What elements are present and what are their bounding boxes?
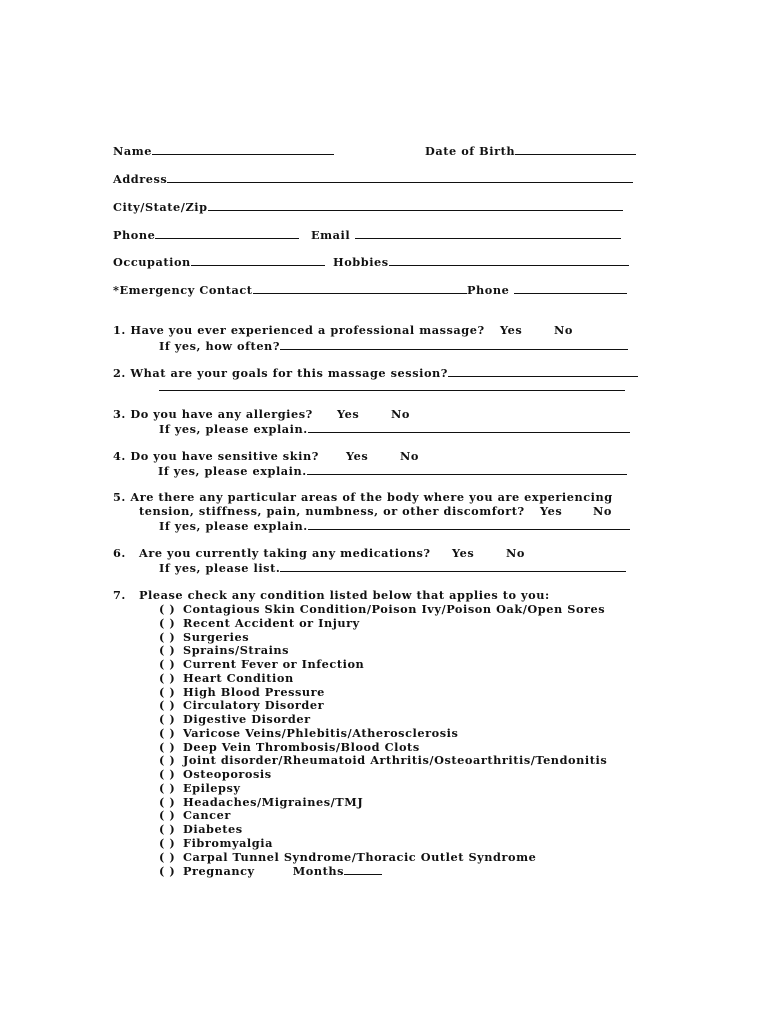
emergency-label: *Emergency Contact: [113, 283, 253, 297]
hobbies-field[interactable]: [389, 254, 629, 266]
q4-follow-label: If yes, please explain.: [158, 464, 307, 478]
occupation-field[interactable]: [191, 254, 325, 266]
q2-text: 2. What are your goals for this massage session?: [113, 366, 448, 380]
condition-label: Pregnancy: [183, 864, 255, 879]
condition-checkbox[interactable]: ( ): [159, 684, 176, 699]
condition-label: Current Fever or Infection: [183, 657, 365, 671]
condition-checkbox[interactable]: ( ): [159, 822, 176, 836]
condition-label: Heart Condition: [183, 670, 294, 685]
condition-label: Surgeries: [183, 629, 250, 644]
condition-checkbox[interactable]: ( ): [159, 643, 176, 658]
condition-label: Contagious Skin Condition/Poison Ivy/Poison Oak/Open Sores: [183, 602, 606, 616]
condition-item: [159, 836, 273, 850]
condition-checkbox[interactable]: ( ): [159, 602, 176, 616]
condition-checkbox[interactable]: ( ): [159, 753, 176, 768]
q6-follow-row: [159, 560, 626, 575]
condition-item: [159, 685, 325, 699]
q6-no-option[interactable]: No: [506, 546, 525, 560]
condition-item: [159, 740, 420, 754]
condition-item: [159, 795, 363, 809]
q1-follow-row: [159, 338, 628, 353]
emergency-phone-row: [467, 282, 627, 297]
hobbies-label: Hobbies: [333, 255, 389, 269]
q1-follow-field[interactable]: [280, 338, 628, 350]
phone-label: Phone: [113, 228, 156, 242]
q2-field[interactable]: [448, 365, 638, 377]
condition-label: Circulatory Disorder: [183, 698, 325, 713]
condition-checkbox[interactable]: ( ): [159, 864, 176, 879]
condition-label: Carpal Tunnel Syndrome/Thoracic Outlet Syndrome: [183, 849, 537, 864]
condition-checkbox[interactable]: ( ): [159, 794, 176, 809]
q7-number: 7.: [113, 588, 126, 602]
condition-item: [159, 657, 364, 671]
name-label: Name: [113, 144, 152, 158]
condition-item: [159, 808, 231, 822]
condition-label: Digestive Disorder: [183, 712, 311, 726]
city-field[interactable]: [208, 199, 623, 211]
email-row: [311, 227, 621, 242]
q4-yes-option[interactable]: Yes: [346, 449, 369, 463]
pregnancy-months-field[interactable]: [344, 863, 382, 875]
q3-follow-row: [159, 421, 630, 436]
q6-follow-field[interactable]: [280, 560, 626, 572]
dob-label: Date of Birth: [425, 144, 516, 158]
condition-label: Varicose Veins/Phlebitis/Atherosclerosis: [183, 725, 459, 740]
condition-label: Joint disorder/Rheumatoid Arthritis/Osteoarthritis/Tendonitis: [183, 753, 608, 768]
condition-label: Sprains/Strains: [183, 643, 290, 658]
condition-item: [159, 602, 605, 616]
condition-item: [159, 698, 324, 712]
condition-checkbox[interactable]: ( ): [159, 657, 176, 671]
q5-follow-label: If yes, please explain.: [159, 519, 308, 533]
emergency-phone-label: Phone: [467, 283, 510, 297]
q1-text: 1. Have you ever experienced a professional massage?: [113, 323, 485, 337]
condition-checkbox[interactable]: ( ): [159, 615, 176, 630]
emergency-field[interactable]: [253, 282, 467, 294]
q7-text: Please check any condition listed below that applies to you:: [139, 588, 550, 602]
name-field[interactable]: [152, 143, 334, 155]
condition-checkbox[interactable]: ( ): [159, 767, 176, 781]
q1-yes-option[interactable]: Yes: [500, 323, 523, 337]
city-label: City/State/Zip: [113, 200, 208, 214]
q6-follow-label: If yes, please list.: [159, 561, 281, 575]
condition-item: [159, 767, 272, 781]
condition-checkbox[interactable]: ( ): [159, 739, 176, 754]
q6-text: Are you currently taking any medications?: [139, 546, 431, 560]
condition-checkbox[interactable]: ( ): [159, 835, 176, 850]
name-row: [113, 143, 334, 158]
condition-label: Epilepsy: [183, 780, 241, 795]
address-label: Address: [113, 172, 168, 186]
occupation-label: Occupation: [113, 255, 191, 269]
condition-checkbox[interactable]: ( ): [159, 698, 176, 713]
q3-follow-label: If yes, please explain.: [159, 422, 308, 436]
address-row: [113, 171, 633, 186]
q3-no-option[interactable]: No: [391, 407, 410, 421]
condition-item: [159, 753, 607, 767]
phone-row: [113, 227, 299, 242]
city-row: [113, 199, 623, 214]
q3-text: 3. Do you have any allergies?: [113, 407, 313, 421]
q2-row: [113, 365, 638, 380]
condition-label: High Blood Pressure: [183, 684, 325, 699]
condition-label: Fibromyalgia: [183, 835, 273, 850]
dob-row: [425, 143, 636, 158]
q6-number: 6.: [113, 546, 126, 560]
condition-checkbox[interactable]: ( ): [159, 808, 176, 823]
q5-follow-field[interactable]: [308, 518, 630, 530]
email-field[interactable]: [355, 227, 621, 239]
emergency-phone-field[interactable]: [514, 282, 627, 294]
condition-label: Deep Vein Thrombosis/Blood Clots: [183, 739, 420, 754]
q4-text: 4. Do you have sensitive skin?: [113, 449, 319, 463]
q4-follow-field[interactable]: [307, 463, 627, 475]
q3-yes-option[interactable]: Yes: [337, 407, 360, 421]
condition-label: Cancer: [183, 808, 231, 823]
q5-yes-option[interactable]: Yes: [540, 504, 563, 518]
q3-follow-field[interactable]: [308, 421, 630, 433]
condition-checkbox[interactable]: ( ): [159, 670, 176, 685]
condition-item: [159, 712, 311, 726]
hobbies-row: [333, 254, 629, 269]
q5-text-line2: tension, stiffness, pain, numbness, or other discomfort?: [139, 504, 525, 518]
condition-item: [159, 863, 382, 878]
condition-item: [159, 671, 294, 685]
condition-label: Headaches/Migraines/TMJ: [183, 794, 364, 809]
q5-follow-row: [159, 518, 630, 533]
condition-item: [159, 726, 458, 740]
condition-label: Recent Accident or Injury: [183, 615, 360, 630]
dob-field[interactable]: [515, 143, 636, 155]
q4-follow-row: [158, 463, 627, 478]
condition-checkbox[interactable]: ( ): [159, 725, 176, 740]
q5-no-option[interactable]: No: [593, 504, 612, 518]
emergency-row: [113, 282, 467, 297]
q6-yes-option[interactable]: Yes: [452, 546, 475, 560]
condition-item: [159, 616, 360, 630]
condition-item: [159, 781, 241, 795]
q5-text-line1: 5. Are there any particular areas of the body where you are experiencing: [113, 490, 613, 504]
condition-checkbox[interactable]: ( ): [159, 629, 176, 644]
condition-checkbox[interactable]: ( ): [159, 849, 176, 864]
condition-checkbox[interactable]: ( ): [159, 712, 176, 726]
phone-field[interactable]: [155, 227, 299, 239]
condition-item: [159, 643, 289, 657]
q4-no-option[interactable]: No: [400, 449, 419, 463]
condition-item: [159, 822, 243, 836]
address-field[interactable]: [167, 171, 633, 183]
q2-line2: [159, 379, 625, 394]
occupation-row: [113, 254, 325, 269]
condition-label: Diabetes: [183, 822, 243, 836]
q2-field-2[interactable]: [159, 379, 625, 391]
condition-checkbox[interactable]: ( ): [159, 780, 176, 795]
email-label: Email: [311, 228, 351, 242]
pregnancy-months-label: Months: [292, 864, 345, 879]
condition-item: [159, 850, 536, 864]
q1-no-option[interactable]: No: [554, 323, 573, 337]
q1-follow-label: If yes, how often?: [159, 339, 280, 353]
condition-label: Osteoporosis: [183, 767, 272, 781]
condition-item: [159, 630, 249, 644]
